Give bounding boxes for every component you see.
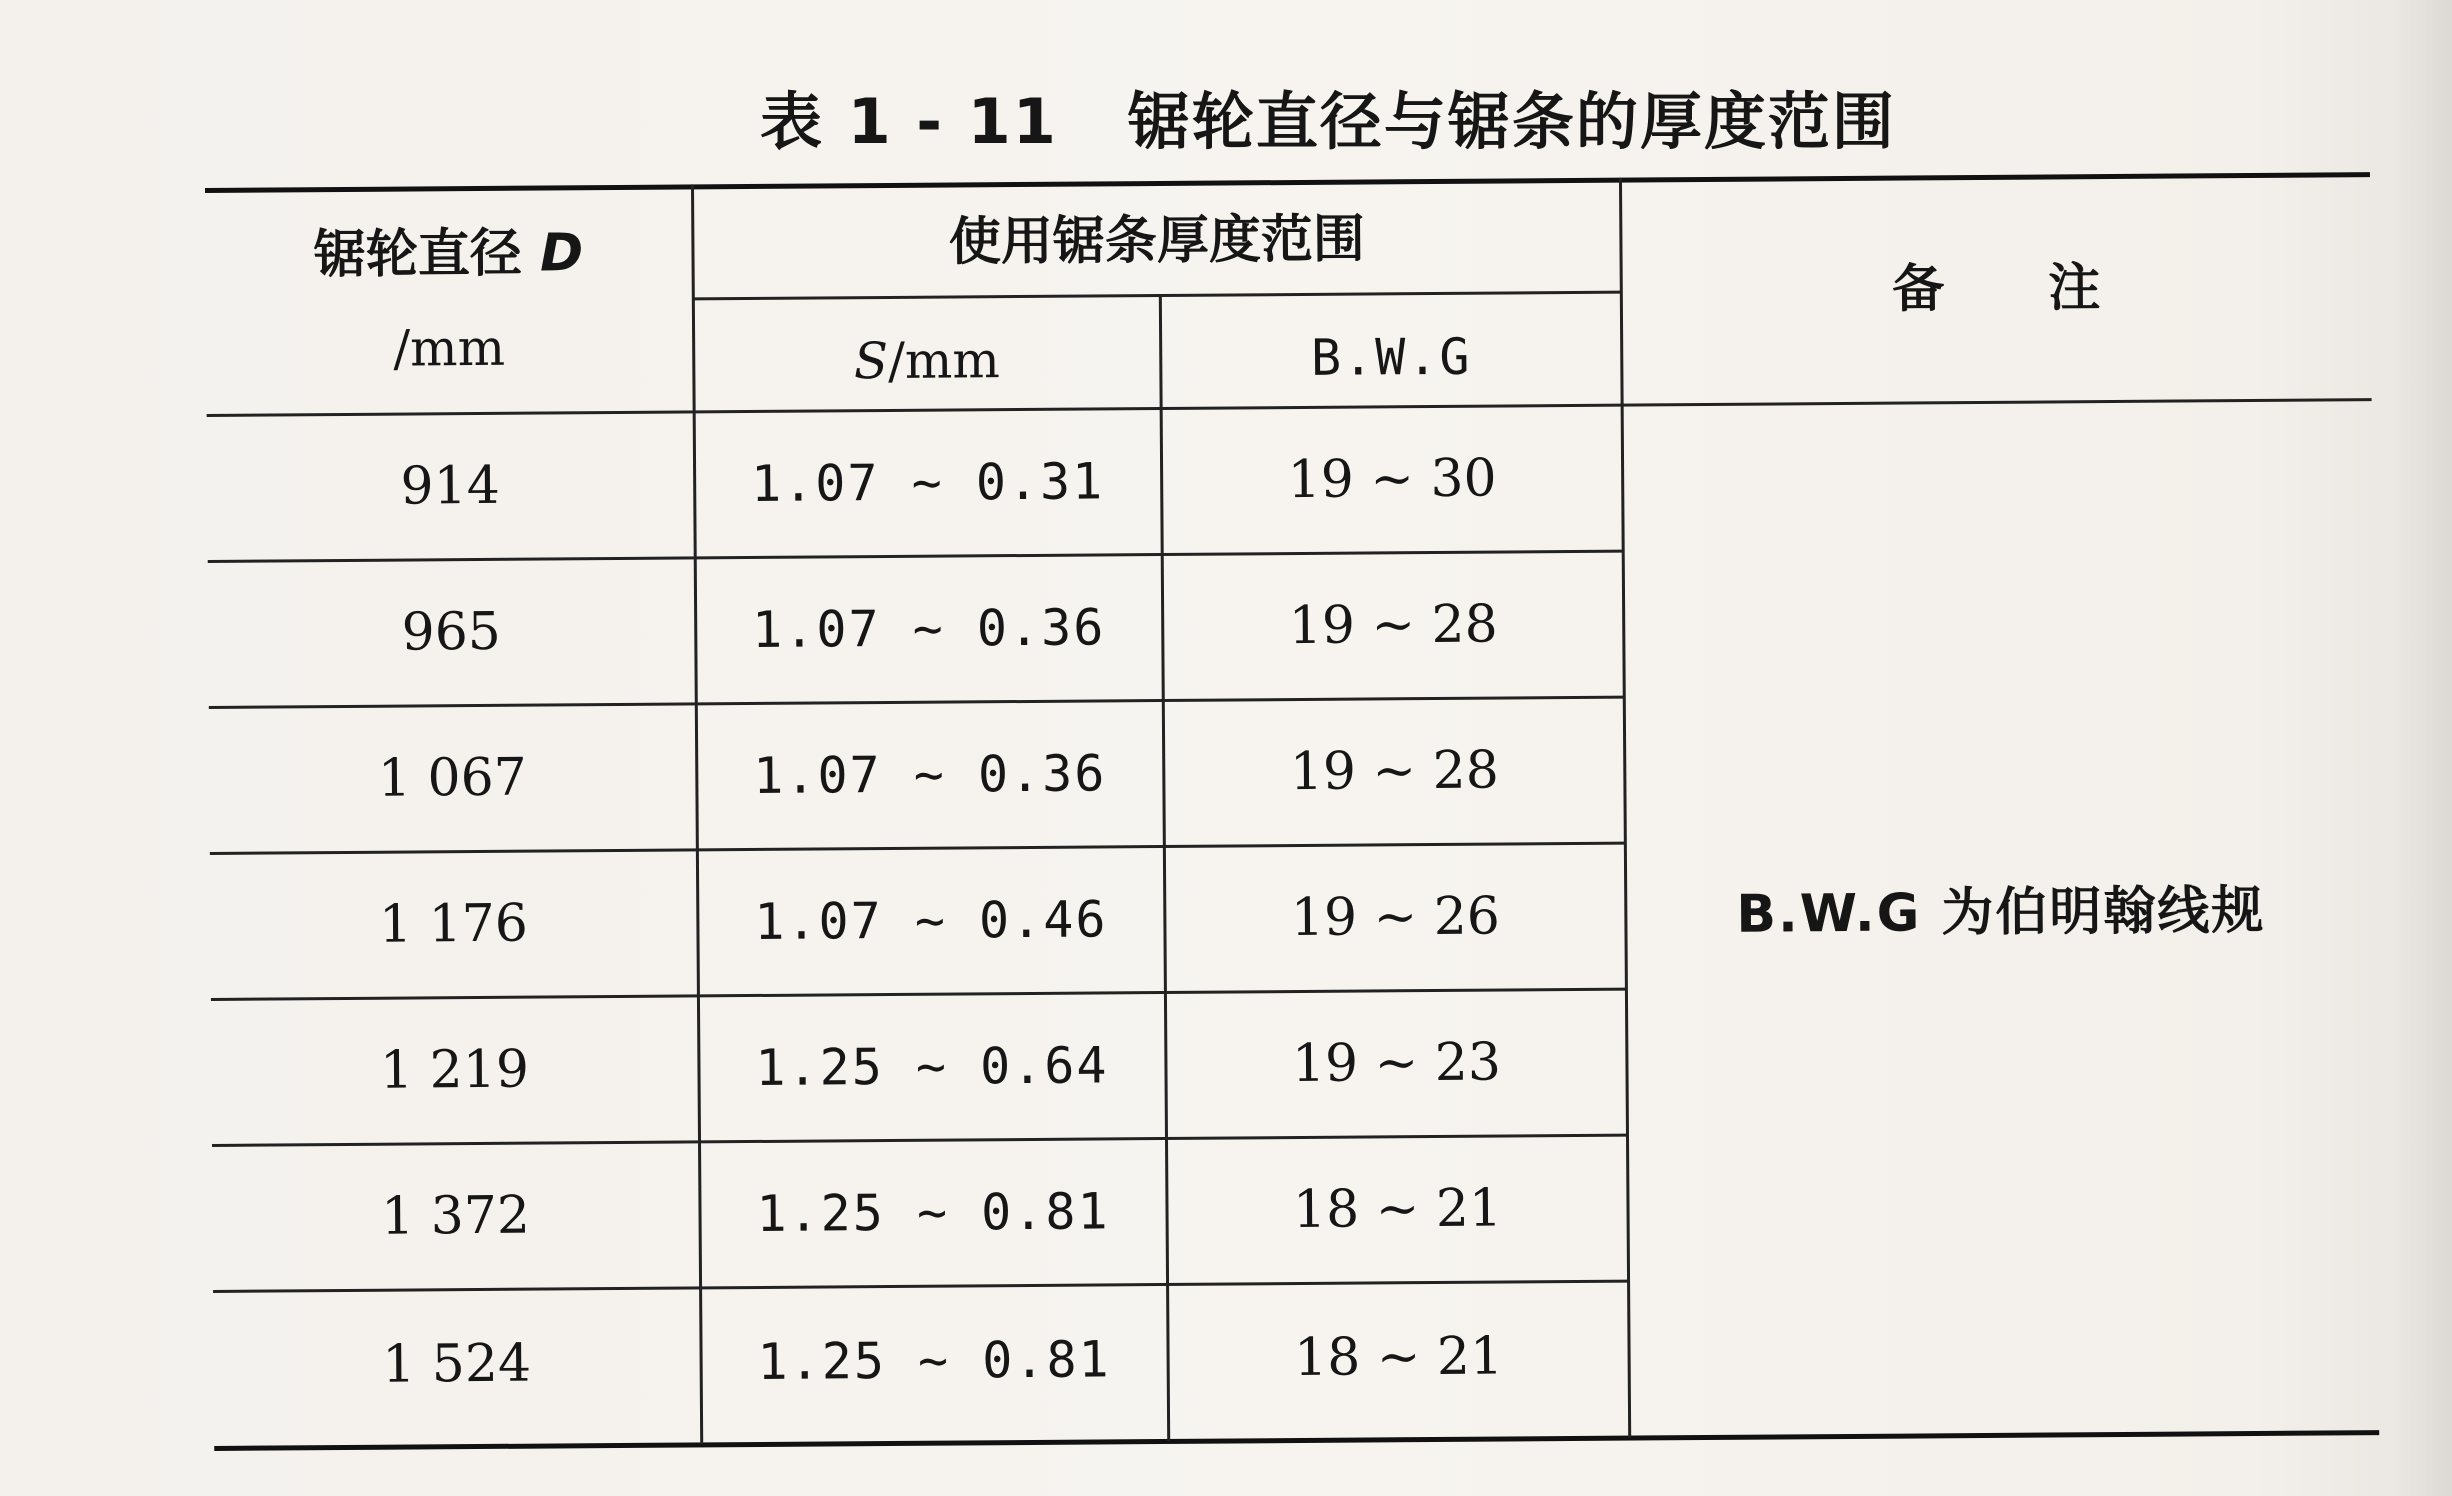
remark-text: B.W.G 为伯明翰线规 bbox=[1736, 880, 2266, 945]
cell-bwg: 19 ~ 26 bbox=[1290, 886, 1501, 949]
cell-bwg: 19 ~ 28 bbox=[1288, 594, 1498, 657]
page-edge-shadow bbox=[2392, 0, 2452, 1496]
cell-s-range: 1.07 ~ 0.31 bbox=[750, 452, 1105, 514]
cell-bwg: 19 ~ 28 bbox=[1289, 740, 1500, 803]
cell-diameter: 914 bbox=[400, 455, 501, 517]
cell-bwg: 18 ~ 21 bbox=[1293, 1326, 1504, 1389]
subheader-rule bbox=[694, 291, 1621, 301]
header-thickness-group: 使用锯条厚度范围 bbox=[948, 209, 1366, 273]
cell-diameter: 1 176 bbox=[378, 893, 529, 955]
cell-s-range: 1.25 ~ 0.81 bbox=[757, 1330, 1111, 1391]
cell-s-range: 1.07 ~ 0.46 bbox=[754, 890, 1108, 951]
row-rule bbox=[212, 1134, 1627, 1147]
table-number: 表 1 - 11 bbox=[760, 85, 1058, 158]
header-diameter-unit: /mm bbox=[393, 318, 506, 378]
row-rule bbox=[211, 988, 1626, 1001]
header-diameter-label: 锯轮直径 bbox=[313, 223, 541, 286]
cell-s-range: 1.25 ~ 0.81 bbox=[756, 1182, 1110, 1243]
cell-s-range: 1.07 ~ 0.36 bbox=[751, 598, 1106, 660]
header-s-unit: /mm bbox=[887, 331, 1000, 390]
table-title bbox=[760, 72, 1896, 161]
cell-diameter: 1 219 bbox=[379, 1039, 530, 1101]
header-s-symbol: S bbox=[853, 331, 889, 391]
bottom-rule bbox=[214, 1430, 2379, 1451]
cell-bwg: 19 ~ 23 bbox=[1291, 1032, 1502, 1095]
cell-diameter: 965 bbox=[401, 601, 502, 663]
table-caption: 锯轮直径与锯条的厚度范围 bbox=[1127, 85, 1896, 158]
cell-s-range: 1.07 ~ 0.36 bbox=[753, 744, 1107, 805]
row-rule bbox=[209, 696, 1624, 709]
header-diameter bbox=[205, 222, 691, 286]
row-rule bbox=[210, 842, 1625, 855]
row-rule bbox=[213, 1280, 1628, 1293]
top-rule bbox=[205, 172, 2370, 193]
header-diameter-symbol: D bbox=[539, 223, 584, 284]
cell-diameter: 1 372 bbox=[380, 1185, 531, 1247]
header-bwg: B.W.G bbox=[1310, 327, 1472, 387]
cell-bwg: 18 ~ 21 bbox=[1292, 1178, 1503, 1241]
header-bottom-rule bbox=[207, 398, 2372, 417]
row-rule bbox=[208, 550, 1623, 563]
header-s-column bbox=[694, 329, 1159, 392]
header-remarks: 备 注 bbox=[1892, 258, 2101, 320]
cell-diameter: 1 524 bbox=[381, 1333, 532, 1395]
cell-bwg: 19 ~ 30 bbox=[1287, 448, 1497, 511]
data-table bbox=[205, 172, 2379, 1454]
cell-diameter: 1 067 bbox=[377, 747, 527, 809]
cell-s-range: 1.25 ~ 0.64 bbox=[755, 1036, 1109, 1097]
